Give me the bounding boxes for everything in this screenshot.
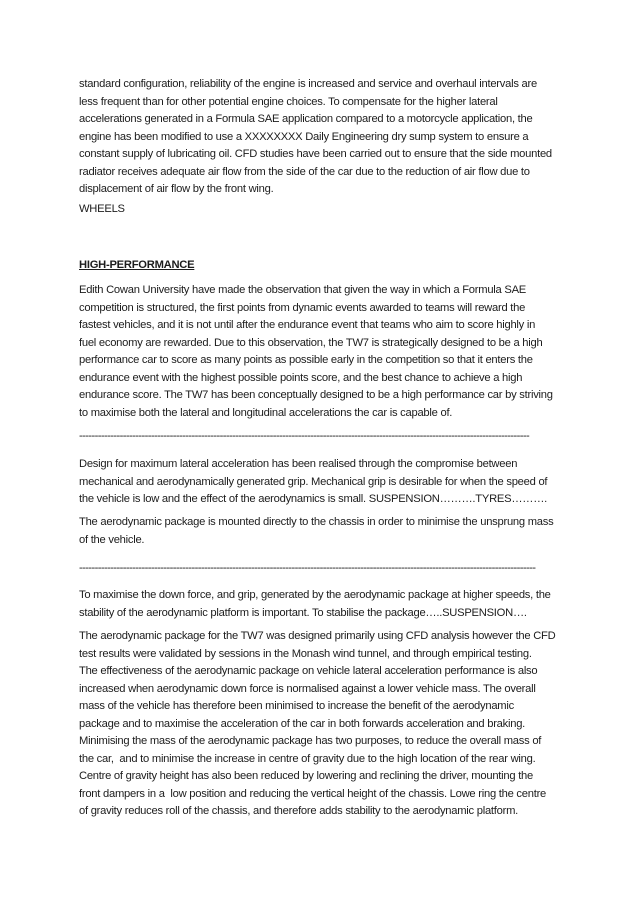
paragraph-engine-text: standard configuration, reliability of the engine is increased and service and overhaul intervals are less frequent than for other potential engine choices. To compensate for the higher lateral accelerations generated in a Formula SAE application compared to a motorcycle application, the engine has been modified to use a XXXXXXXX Daily Engineering dry sump system to ensure a constant supply of lubricating oil. CFD studies have been carried out to ensure that the side mounted radiator receives adequate air flow from the side of the car due to the reduction of air flow due to displacement of air flow by the front wing. (79, 78, 552, 195)
divider-2 (79, 560, 563, 578)
wheels-label: WHEELS (79, 203, 125, 215)
paragraph-lateral (79, 456, 563, 509)
section-heading (79, 257, 563, 275)
paragraph-lateral-text: Design for maximum lateral acceleration has been realised through the compromise between mechanical and aerodynamically generated grip. Mechanical grip is desirable for when the speed of the vehicle is low and the effect of the aerodynamics is small. SUSPENSION……….TYRES………. (79, 458, 548, 505)
paragraph-strategy-text: Edith Cowan University have made the observation that given the way in which a Formula SAE competition is structured, the first points from dynamic events awarded to teams will reward the fastest vehicles, and it is not until after the endurance event that teams who aim to score highly in fuel economy are rewarded. Due to this observation, the TW7 is strategically designed to be a high performance car to score as many points as possible early in the competition so that it enters the endurance event with the highest possible points score, and the best chance to achieve a high endurance score. The TW7 has been conceptually designed to be a high performance car by striving to maximise both the lateral and longitudinal accelerations the car is capable of. (79, 284, 553, 419)
paragraph-aero-package (79, 628, 563, 821)
section-wheels (79, 201, 563, 219)
paragraph-aero-package-text: The aerodynamic package for the TW7 was designed primarily using CFD analysis however the CFD test results were validated by sessions in the Monash wind tunnel, and through empirical testing. The effectiveness of the aerodynamic package on vehicle lateral acceleration performance is also increased when aerodynamic down force is normalised against a lower vehicle mass. The overall mass of the vehicle has therefore been minimised to increase the benefit of the aerodynamic package and to maximise the acceleration of the car in both forwards acceleration and braking. Minimising the mass of the aerodynamic package has two purposes, to reduce the overall mass of the car, and to minimise the increase in centre of gravity due to the high location of the rear wing. Centre of gravity height has also been reduced by lowering and reclining the driver, mounting the front dampers in a low position and reducing the vertical height of the chassis. Lowe ring the centre of gravity reduces roll of the chassis, and therefore adds stability to the aerodynamic platform. (79, 630, 556, 817)
dashed-rule-1: ------------------------------------------------------------------------------------------------------------------------------------------------ (79, 430, 530, 442)
divider-1 (79, 428, 563, 446)
dashed-rule-2: -------------------------------------------------------------------------------------------------------------------------------------------------- (79, 562, 536, 574)
paragraph-mounting-text: The aerodynamic package is mounted directly to the chassis in order to minimise the unsprung mass of the vehicle. (79, 516, 554, 546)
paragraph-mounting (79, 514, 563, 549)
paragraph-downforce (79, 587, 563, 622)
paragraph-downforce-text: To maximise the down force, and grip, generated by the aerodynamic package at higher speeds, the stability of the aerodynamic platform is important. To stabilise the package…..SUSPENSION…. (79, 589, 551, 619)
paragraph-strategy (79, 282, 563, 422)
paragraph-engine (79, 76, 563, 199)
heading-high-performance: HIGH-PERFORMANCE (79, 259, 195, 271)
